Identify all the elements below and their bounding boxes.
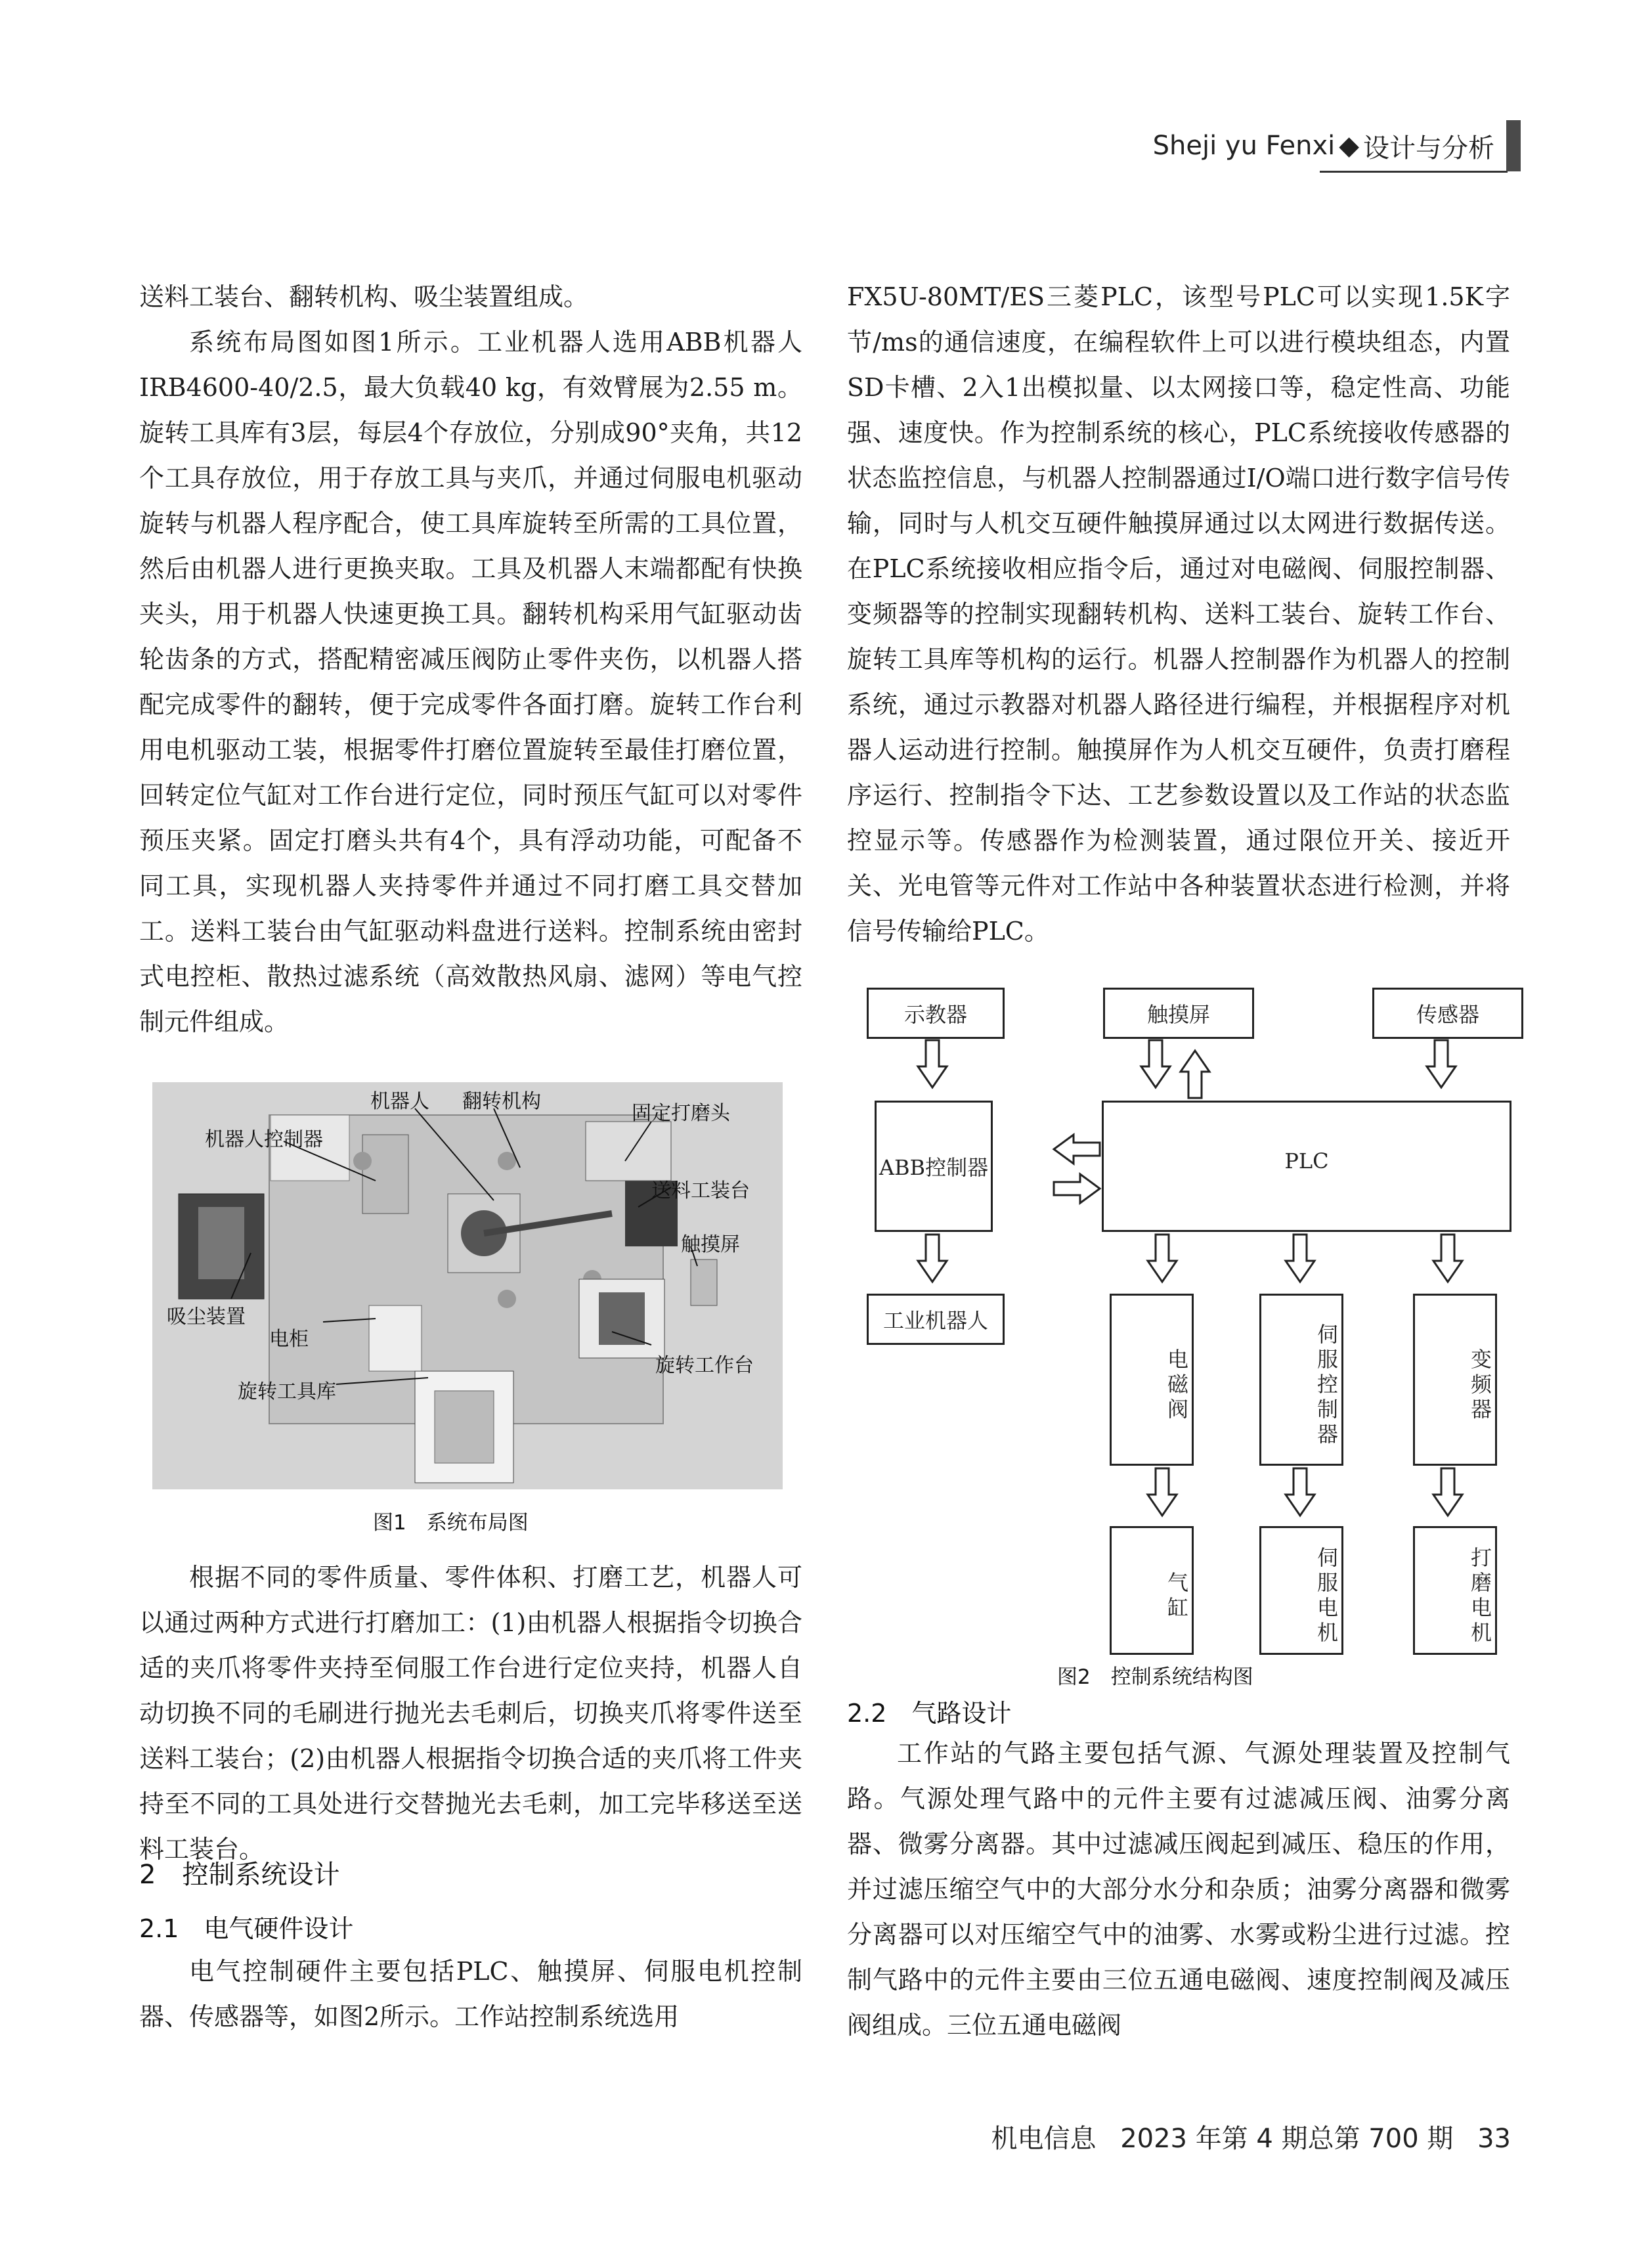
- label-robot-controller: 机器人控制器: [205, 1128, 323, 1151]
- right-column-top: [847, 274, 1510, 954]
- label-feed-table: 送料工装台: [651, 1179, 750, 1202]
- label-touch-screen: 触摸屏: [681, 1233, 740, 1256]
- box-frequency-converter: 变频器: [1413, 1294, 1497, 1466]
- box-teach-pendant: 示教器: [867, 988, 1005, 1039]
- label-dust-collector: 吸尘装置: [167, 1305, 246, 1328]
- figure-1-caption: 图1 系统布局图: [373, 1511, 529, 1535]
- box-cylinder: 气缸: [1110, 1526, 1194, 1655]
- label-fixed-grinder: 固定打磨头: [632, 1102, 730, 1125]
- box-abb-controller: ABB控制器: [875, 1101, 993, 1232]
- figure-2-diagram: [854, 985, 1523, 1681]
- page-number: 33: [1477, 2124, 1511, 2154]
- header-bar: [1506, 120, 1521, 171]
- section-2-1-text: [139, 1949, 802, 2040]
- page-footer: [991, 2118, 1511, 2155]
- figure-1-layout: [152, 1082, 783, 1489]
- running-header: [1153, 120, 1521, 172]
- left-column-top: [139, 274, 802, 1045]
- box-industrial-robot: 工业机器人: [867, 1294, 1005, 1345]
- header-rule: [1320, 171, 1508, 173]
- section-2-2-text: [847, 1731, 1510, 2048]
- box-touch-screen: 触摸屏: [1103, 988, 1254, 1039]
- issue-info: 2023 年第 4 期总第 700 期: [1120, 2124, 1454, 2154]
- paragraph: 根据不同的零件质量、零件体积、打磨工艺，机器人可以通过两种方式进行打磨加工：(1)由机器人根据指令切换合适的夹爪将零件夹持至伺服工作台进行定位夹持，机器人自动切换不同的毛刷进行抛光去毛刺后，切换夹爪将零件送至送料工装台；(2)由机器人根据指令切换合适的夹爪将工件夹持至不同的工具处进行交替抛光去毛刺，加工完毕移送至送料工装台。: [139, 1563, 802, 1864]
- label-robot: 机器人: [370, 1090, 429, 1113]
- paragraph: 工作站的气路主要包括气源、气源处理装置及控制气路。气源处理气路中的元件主要有过滤减压阀、油雾分离器、微雾分离器。其中过滤减压阀起到减压、稳压的作用，并过滤压缩空气中的大部分水分和杂质；油雾分离器和微雾分离器可以对压缩空气中的油雾、水雾或粉尘进行过滤。控制气路中的元件主要由三位五通电磁阀、速度控制阀及减压阀组成。三位五通电磁阀: [847, 1739, 1510, 2040]
- paragraph: 电气控制硬件主要包括PLC、触摸屏、伺服电机控制器、传感器等，如图2所示。工作站控制系统选用: [139, 1957, 802, 2031]
- journal-name: 机电信息: [991, 2124, 1097, 2154]
- section-2-heading: 2 控制系统设计: [139, 1860, 340, 1890]
- box-solenoid-valve: 电磁阀: [1110, 1294, 1194, 1466]
- paragraph: 系统布局图如图1所示。工业机器人选用ABB机器人IRB4600-40/2.5，最大负载40 kg，有效臂展为2.55 m。旋转工具库有3层，每层4个存放位，分别成90°夹角，共12个工具存放位，用于存放工具与夹爪，并通过伺服电机驱动旋转与机器人程序配合，使工具库旋转至所需的工具位置，然后由机器人进行更换夹取。工具及机器人末端都配有快换夹头，用于机器人快速更换工具。翻转机构采用气缸驱动齿轮齿条的方式，搭配精密减压阀防止零件夹伤，以机器人搭配完成零件的翻转，便于完成零件各面打磨。旋转工作台利用电机驱动工装，根据零件打磨位置旋转至最佳打磨位置，回转定位气缸对工作台进行定位，同时预压气缸可以对零件预压夹紧。固定打磨头共有4个，具有浮动功能，可配备不同工具，实现机器人夹持零件并通过不同打磨工具交替加工。送料工装台由气缸驱动料盘进行送料。控制系统由密封式电控柜、散热过滤系统（高效散热风扇、滤网）等电气控制元件组成。: [139, 328, 802, 1036]
- box-grinding-motor: 打磨电机: [1413, 1526, 1497, 1655]
- label-tool-library: 旋转工具库: [238, 1380, 336, 1403]
- label-cabinet: 电柜: [269, 1328, 309, 1351]
- label-flip-mechanism: 翻转机构: [462, 1090, 541, 1113]
- box-servo-motor: 伺服电机: [1259, 1526, 1343, 1655]
- box-sensor: 传感器: [1372, 988, 1523, 1039]
- header-pinyin: Sheji yu Fenxi: [1152, 131, 1336, 161]
- header-diamond-icon: ◆: [1339, 131, 1359, 161]
- paragraph: 送料工装台、翻转机构、吸尘装置组成。: [139, 282, 589, 311]
- paragraph: FX5U-80MT/ES三菱PLC，该型号PLC可以实现1.5K字节/ms的通信速度，在编程软件上可以进行模块组态，内置SD卡槽、2入1出模拟量、以太网接口等，稳定性高、功能强、速度快。作为控制系统的核心，PLC系统接收传感器的状态监控信息，与机器人控制器通过I/O端口进行数字信号传输，同时与人机交互硬件触摸屏通过以太网进行数据传送。在PLC系统接收相应指令后，通过对电磁阀、伺服控制器、变频器等的控制实现翻转机构、送料工装台、旋转工作台、旋转工具库等机构的运行。机器人控制器作为机器人的控制系统，通过示教器对机器人路径进行编程，并根据程序对机器人运动进行控制。触摸屏作为人机交互硬件，负责打磨程序运行、控制指令下达、工艺参数设置以及工作站的状态监控显示等。传感器作为检测装置，通过限位开关、接近开关、光电管等元件对工作站中各种装置状态进行检测，并将信号传输给PLC。: [847, 282, 1510, 946]
- left-column-bottom: [139, 1555, 802, 1872]
- box-plc: PLC: [1102, 1101, 1511, 1232]
- figure-2-caption: 图2 控制系统结构图: [1057, 1665, 1253, 1689]
- section-2-2-heading: 2.2 气路设计: [847, 1699, 1012, 1728]
- header-section: 设计与分析: [1363, 133, 1494, 164]
- box-servo-controller: 伺服控制器: [1259, 1294, 1343, 1466]
- section-2-1-heading: 2.1 电气硬件设计: [139, 1914, 354, 1943]
- label-rotary-table: 旋转工作台: [655, 1354, 754, 1377]
